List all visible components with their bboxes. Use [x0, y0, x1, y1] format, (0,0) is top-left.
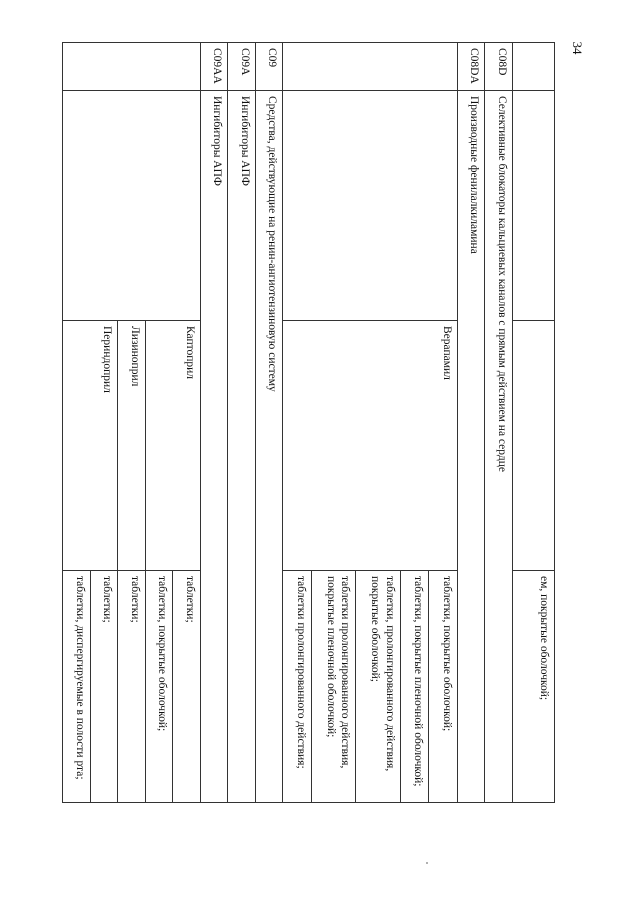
table-row	[429, 43, 458, 803]
table-row	[485, 43, 513, 803]
drug-table	[62, 42, 555, 803]
dosage-form: таблетки, диспергируемые в полости рта;	[63, 571, 91, 803]
dosage-form: таблетки, покрытые оболочкой;	[429, 571, 458, 803]
atc-code: C08DA	[457, 43, 485, 91]
dosage-form: таблетки пролонгированного действия, покрытые пленочной оболочкой;	[311, 571, 355, 803]
table-cell	[63, 43, 201, 91]
group-name: Средства, действующие на ренин-ангиотензиновую систему	[255, 91, 283, 803]
table-cell	[512, 43, 554, 91]
dosage-form: таблетки;	[90, 571, 118, 803]
group-name: Производные фенилалкиламина	[457, 91, 485, 803]
atc-code: C09	[255, 43, 283, 91]
dosage-form: таблетки;	[118, 571, 146, 803]
drug-name: Лизиноприл	[118, 321, 146, 571]
table-cell	[283, 43, 458, 91]
table-row	[228, 43, 256, 803]
scan-speck	[426, 862, 428, 864]
atc-code: C08D	[485, 43, 513, 91]
dosage-form: таблетки пролонгированного действия;	[283, 571, 312, 803]
table-cell	[512, 91, 554, 321]
table-cell	[283, 91, 458, 321]
drug-table-rotated	[62, 42, 555, 802]
table-row	[457, 43, 485, 803]
drug-name: Верапамил	[283, 321, 458, 571]
dosage-form: таблетки;	[173, 571, 201, 803]
atc-code: C09A	[228, 43, 256, 91]
group-name: Ингибиторы АПФ	[200, 91, 228, 803]
table-row	[173, 43, 201, 803]
table-row	[255, 43, 283, 803]
table-row	[512, 43, 554, 803]
dosage-form: таблетки, пролонгированного действия, покрытые оболочкой;	[356, 571, 400, 803]
table-cell	[512, 321, 554, 571]
dosage-form: таблетки, покрытые оболочкой;	[145, 571, 173, 803]
table-cell: ем, покрытые оболочкой;	[512, 571, 554, 803]
group-name: Селективные блокаторы кальциевых каналов с прямым действием на сердце	[485, 91, 513, 803]
table-cell	[63, 91, 201, 321]
group-name: Ингибиторы АПФ	[228, 91, 256, 803]
atc-code: C09AA	[200, 43, 228, 91]
table-row	[200, 43, 228, 803]
drug-name: Каптоприл	[145, 321, 200, 571]
dosage-form: таблетки, покрытые пленочной оболочкой;	[400, 571, 429, 803]
page-number: 34	[570, 41, 585, 55]
drug-name: Периндоприл	[63, 321, 118, 571]
